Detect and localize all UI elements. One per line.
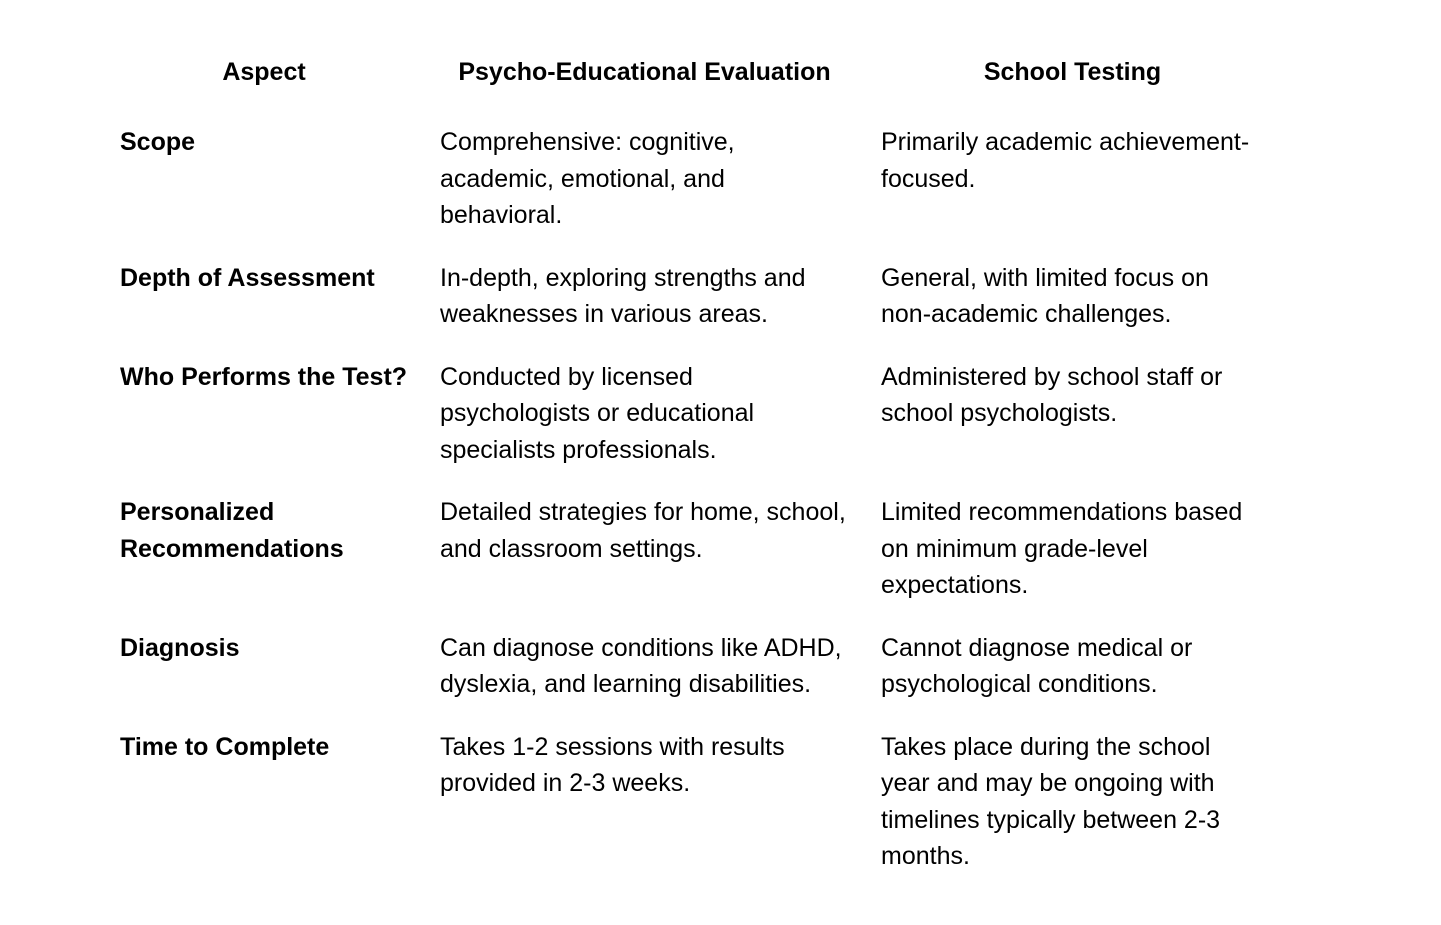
comparison-table xyxy=(104,48,1280,893)
aspect-cell: Diagnosis xyxy=(120,633,240,662)
school-testing-cell: General, with limited focus on non-academic challenges. xyxy=(881,263,1209,328)
table-header xyxy=(104,48,1280,116)
header-row xyxy=(104,48,1280,116)
psycho-educational-cell: Takes 1-2 sessions with results provided in 2-3 weeks. xyxy=(440,732,785,797)
aspect-cell: Personalized Recommendations xyxy=(120,498,344,563)
table-row xyxy=(104,116,1280,252)
table-body xyxy=(104,116,1280,893)
header-aspect: Aspect xyxy=(222,58,306,86)
header-school-testing: School Testing xyxy=(983,58,1162,86)
school-testing-cell: Cannot diagnose medical or psychological conditions. xyxy=(881,633,1193,698)
school-testing-cell: Primarily academic achievement-focused. xyxy=(881,128,1250,193)
table-row xyxy=(104,351,1280,487)
psycho-educational-cell: Comprehensive: cognitive, academic, emotional, and behavioral. xyxy=(440,128,735,229)
header-psycho-educational: Psycho-Educational Evaluation xyxy=(458,58,831,86)
table-row xyxy=(104,486,1280,622)
psycho-educational-cell: Can diagnose conditions like ADHD, dyslexia, and learning disabilities. xyxy=(440,633,842,698)
psycho-educational-cell: In-depth, exploring strengths and weaknesses in various areas. xyxy=(440,263,806,328)
school-testing-cell: Limited recommendations based on minimum grade-level expectations. xyxy=(881,498,1243,599)
aspect-cell: Depth of Assessment xyxy=(120,263,375,292)
table-row xyxy=(104,622,1280,721)
aspect-cell: Time to Complete xyxy=(120,732,330,761)
aspect-cell: Scope xyxy=(120,128,196,156)
aspect-cell: Who Performs the Test? xyxy=(120,362,408,391)
psycho-educational-cell: Conducted by licensed psychologists or educational specialists professionals. xyxy=(440,362,755,464)
school-testing-cell: Administered by school staff or school psychologists. xyxy=(881,362,1223,427)
school-testing-cell: Takes place during the school year and may be ongoing with timelines typically between 2-3 months. xyxy=(881,732,1221,870)
psycho-educational-cell: Detailed strategies for home, school, and classroom settings. xyxy=(440,498,846,563)
table-row xyxy=(104,721,1280,893)
table-row xyxy=(104,252,1280,351)
